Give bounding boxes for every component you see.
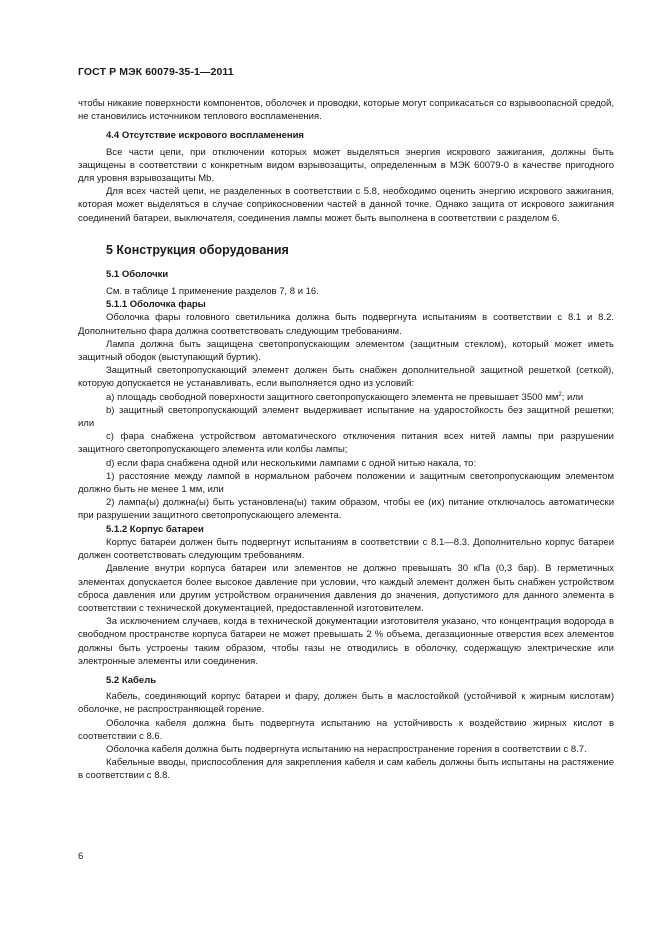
document-body — [78, 97, 614, 783]
section-4-4-paragraph-1: Все части цепи, при отключении которых может выделяться энергия искрового зажигания, должны быть защищены в соответствии с конкретным видом взрывозащиты, определенным в МЭК 60079-0 в качестве пригодного для уровня взрывозащиты Mb. — [78, 146, 614, 185]
section-5-1-2-heading: 5.1.2 Корпус батареи — [106, 523, 204, 535]
section-4-4-paragraph-2: Для всех частей цепи, не разделенных в соответствии с 5.8, необходимо оценить энергию искрового зажигания, которая может выделяться в случае соприкосновении частей в данной точке. Однако защита от искрового зажигания соединений батареи, выключателя, соединения лампы может быть выполнена в соответствии с разделом 6. — [78, 186, 614, 224]
list-item-b: b) защитный светопропускающий элемент выдерживает испытание на ударостойкость без защитной решетки; или — [78, 404, 614, 430]
list-item-d: d) если фара снабжена одной или несколькими лампами с одной нитью накала, то: — [106, 457, 477, 469]
document-page — [78, 0, 614, 936]
section-5-1-2-paragraph-1: Корпус батареи должен быть подвергнут испытаниям в соответствии с 8.1—8.3. Дополнительно корпус батареи должен соответствовать следующим требованиям. — [78, 536, 614, 562]
page-number: 6 — [78, 851, 84, 862]
section-4-4-heading: 4.4 Отсутствие искрового воспламенения — [106, 130, 304, 142]
section-5-2-paragraph-3: Оболочка кабеля должна быть подвергнута испытанию на нераспространение горения в соответствии с 8.7. — [106, 743, 587, 755]
section-5-1-2-paragraph-2: Давление внутри корпуса батареи или элементов не должно превышать 30 кПа (0,3 бар). В герметичных элементах допускается более высокое давление при условии, что каждый элемент должен быть снабжен устройством сброса давления или другим устройством ограничения давления до значения, допустимого для данного элемента в соответствии с технической документацией, предоставленной изготовителем. — [78, 563, 614, 614]
list-item-a — [78, 391, 614, 404]
list-item-a-superscript: 2 — [558, 391, 562, 398]
section-5-1-heading: 5.1 Оболочки — [106, 268, 169, 280]
section-5-heading: 5 Конструкция оборудования — [106, 242, 289, 257]
section-5-1-paragraph-1: См. в таблице 1 применение разделов 7, 8 и 16. — [106, 286, 319, 298]
section-5-1-1-heading: 5.1.1 Оболочка фары — [106, 299, 206, 311]
list-item-c: c) фара снабжена устройством автоматического отключения питания всех нитей лампы при разрушении защитного светопропускающего элемента или колбы лампы; — [78, 431, 614, 456]
section-5-2-heading: 5.2 Кабель — [106, 674, 157, 686]
document-header: ГОСТ Р МЭК 60079-35-1—2011 — [78, 66, 234, 78]
list-item-a-text: a) площадь свободной поверхности защитного светопропускающего элемента не превышает 3500 мм — [106, 391, 559, 403]
intro-paragraph: чтобы никакие поверхности компонентов, оболочек и проводки, которые могут соприкасаться со взрывоопасной средой, не становились источником теплового воспламенения. — [78, 98, 614, 123]
section-5-2-paragraph-4: Кабельные вводы, приспособления для закрепления кабеля и сам кабель должны быть испытаны на растяжение в соответствии с 8.8. — [78, 757, 614, 782]
section-5-1-1-paragraph-1: Оболочка фары головного светильника должна быть подвергнута испытаниям в соответствии с 8.1 и 8.2. Дополнительно фара должна соответствовать следующим требованиям. — [78, 312, 614, 337]
list-item-d-2: 2) лампа(ы) должна(ы) быть установлена(ы) таким образом, чтобы ее (их) питание отключалось автоматически при разрушении защитного светопропускающего элемента. — [78, 497, 614, 522]
section-5-2-paragraph-1: Кабель, соединяющий корпус батареи и фару, должен быть в маслостойкой (устойчивой к жирным кислотам) оболочке, не распространяющей горение. — [78, 691, 614, 716]
section-5-2-paragraph-2: Оболочка кабеля должна быть подвергнута испытанию на устойчивость к воздействию жирных кислот в соответствии с 8.6. — [78, 717, 614, 742]
section-5-1-1-paragraph-2: Лампа должна быть защищена светопропускающим элементом (защитным стеклом), который может иметь защитный ободок (выступающий буртик). — [78, 338, 614, 364]
section-5-1-2-paragraph-3: За исключением случаев, когда в технической документации изготовителя указано, что концентрация водорода в свободном пространстве корпуса батареи не может превышать 2 % объема, дегазационные отверстия всех элементов должны быть устроены таким образом, чтобы газы не отводились в оболочку, содержащую электрические или электронные элементы или соединения. — [78, 616, 614, 667]
list-item-a-tail: ; или — [561, 391, 584, 403]
list-item-d-1: 1) расстояние между лампой в нормальном рабочем положении и защитным светопропускающим элементом должно быть не менее 1 мм, или — [78, 470, 614, 496]
section-5-1-1-paragraph-3: Защитный светопропускающий элемент должен быть снабжен дополнительной защитной решеткой (сеткой), которую допускается не устанавливать, если выполняется одно из условий: — [78, 365, 614, 390]
